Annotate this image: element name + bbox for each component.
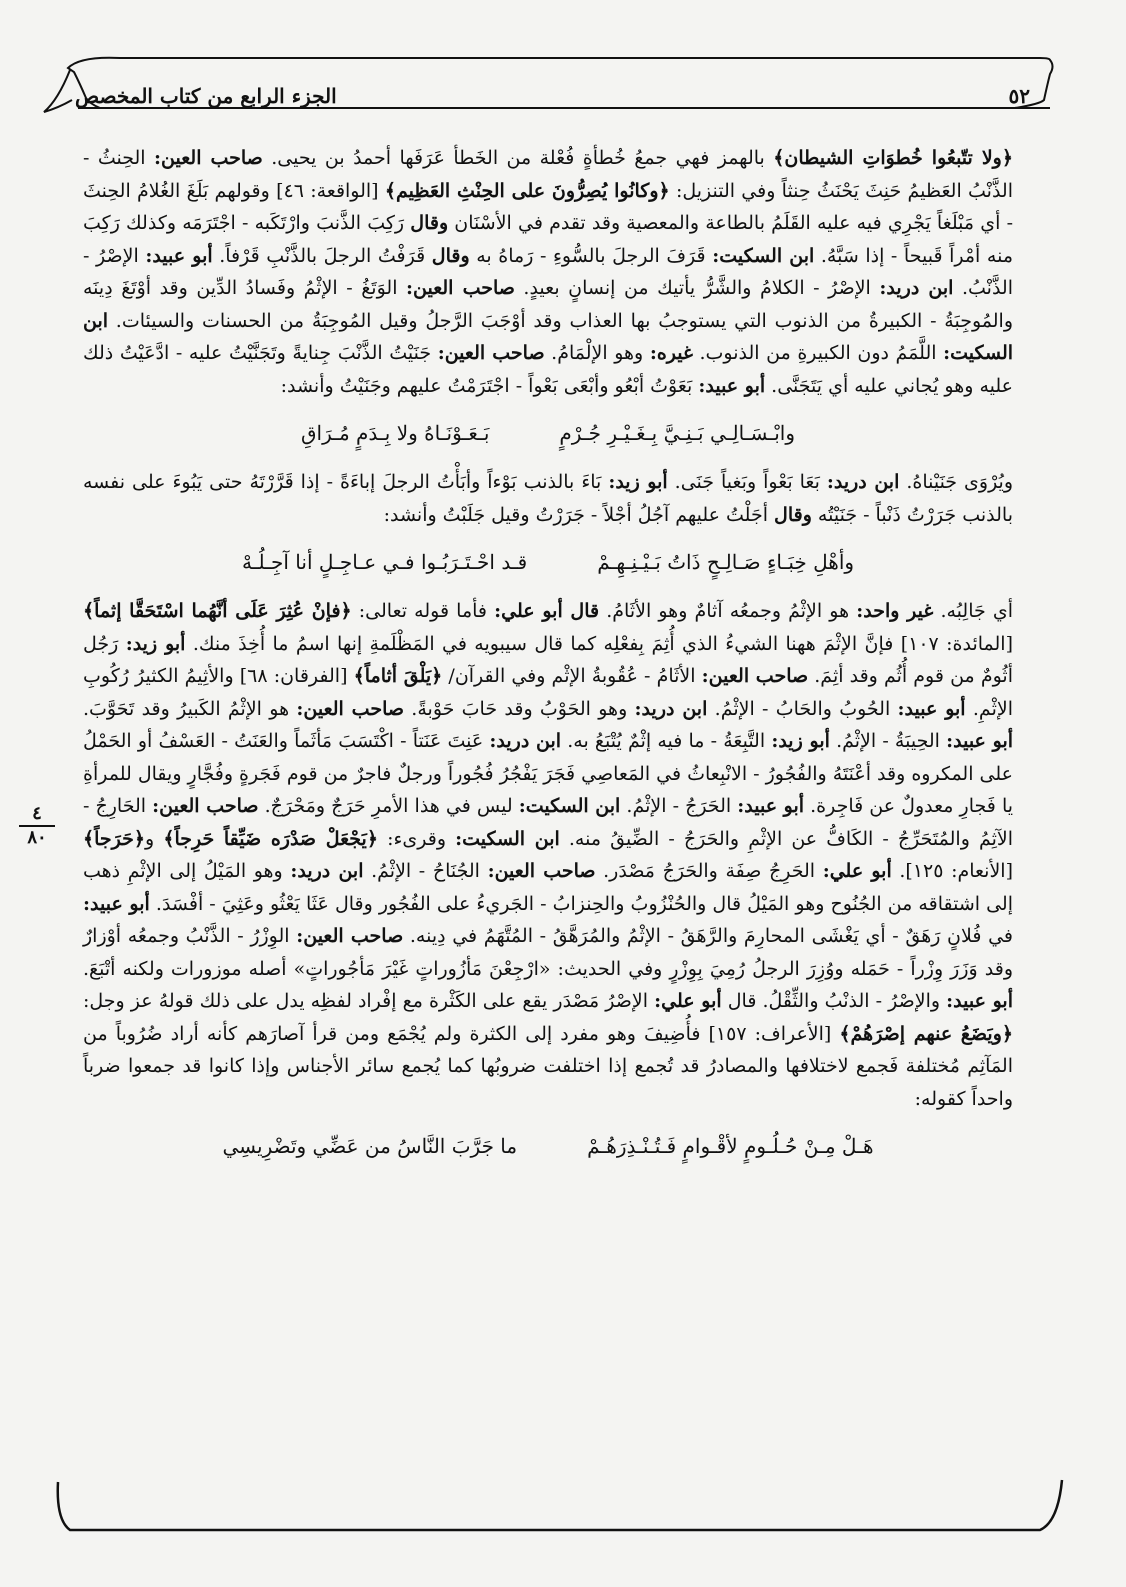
bold-citation: صاحب العين:: [406, 277, 515, 299]
verse-3-second-hemistich: ما جَرَّبَ النَّاسُ من عَضِّي وتَضْرِيسِي: [222, 1134, 518, 1158]
bold-citation: أبو زيد:: [771, 730, 830, 752]
bold-citation: ابن السكيت:: [83, 309, 1014, 364]
text-run: ويُرْوَى جَنَيْناهُ.: [899, 471, 1014, 493]
paragraph-2: [83, 466, 1013, 531]
bold-citation: ابن السكيت:: [712, 244, 815, 267]
text-run: أي جَالِبُه.: [933, 600, 1014, 622]
bold-citation: ابن دريد:: [489, 730, 562, 752]
text-run: وقرىء:: [377, 827, 456, 850]
bold-citation: أبو عبيد:: [946, 730, 1014, 752]
text-run: رَجُل أثُومٌ من قوم أُثُم وقد أثِمَ.: [83, 632, 1013, 687]
text-run: وهو المَيْلُ إلى الإثْمِ ذهب إلى اشتقاقه من الجُنُوح وهو المَيْلُ قال والحُنْزُوبُ والحِنزابُ - الجَريءُ على الفُجُور وقال عَثَا يَعْثُو وعَثِيَ - أفْسَدَ.: [83, 860, 1013, 915]
text-run: وهو الحَوْبُ وقد حَابَ حَوْبةً.: [404, 697, 635, 720]
verse-2-second-hemistich: قـد احْـتَـرَبُـوا فـي عـاجِـلٍ أنا آجِـلُـهْ: [241, 550, 528, 574]
bold-citation: ابن دريد:: [634, 697, 708, 720]
text-run: الإصْرُ مَصْدَر يقع على الكَثْرة مع إفْراد لفظِه يدل على ذلك قولهُ عز وجل:: [83, 990, 655, 1012]
text-run: عَنِتَ عَنَتاً - اكْتَسَبَ مَأثَماً والعَنَتُ - العَسْفُ أو الحَمْلُ على المكروه وقد أعْنَتَهُ والفُجُورُ - الانْبِعاثُ في المَعاصِي فَجَرَ يَفْجُرُ فُجُوراً ورجلٌ فاجرٌ من قوم فَجَرةٍ وفُجَّارٍ ويقال للمرأةِ يا فَجارِ معدولٌ عن فَاجِرة.: [83, 730, 1014, 817]
margin-note-bottom: ٨٠: [27, 827, 47, 848]
bold-citation: ابن دريد:: [879, 277, 954, 299]
bold-citation: ابن دريد:: [290, 860, 364, 882]
bold-citation: غيره:: [649, 342, 693, 364]
text-run: التَّبِعَةُ - ما فيه إثْمٌ يُتْبَعُ به.: [561, 730, 772, 752]
bold-citation: ابن دريد:: [826, 471, 900, 493]
bold-citation: أبو زيد:: [125, 632, 186, 655]
bold-citation: ﴿حَرَجاً﴾: [83, 827, 146, 850]
bold-citation: ﴿وكانُوا يُصِرُّونَ على الحِنْثِ العَظِيم﴾: [384, 179, 670, 202]
text-run: [المائدة: ١٠٧] فإنَّ الإثْمَ ههنا الشيءُ الذي أُثِمَ بِفعْلِه كما قال سيبويه في المَظْلَمةِ إنها اسمُ ما أُخِذَ منك.: [185, 632, 1014, 655]
text-run: جَنَيْتُ الذَّنْبَ جِنايةً وتَجَنَّيْتُ عليه - ادَّعَيْتُ ذلك عليه وهو يُجاني عليه أي يَتَجَنَّى.: [83, 342, 1013, 397]
text-run: الحَارِجُ - الآثِمُ والمُتَحَرِّجُ - الكَافُّ عن الإثْمِ والحَرَجُ - الضِّيقُ منه.: [83, 795, 1014, 850]
paragraph-3: [83, 595, 1013, 1115]
bold-citation: أبو عبيد:: [83, 892, 150, 915]
margin-note-top: ٤: [32, 803, 42, 824]
verse-1: [83, 418, 1013, 448]
text-run: الإصْرُ - الكلامُ والشَّرُّ يأتيك من إنسانٍ بعيدٍ.: [514, 277, 880, 299]
bold-citation: صاحب العين:: [296, 925, 404, 947]
text-run: وهو الإلْمَامُ.: [544, 342, 650, 364]
text-run: فأما قوله تعالى:: [351, 600, 495, 622]
text-run: هو الإثْمُ وجمعُه آثامٌ وهو الأثَامُ.: [599, 600, 857, 622]
text-run: والإصْرُ - الذنْبُ والثِّقْلُ. قال: [721, 990, 947, 1012]
bold-citation: أبو عبيد:: [145, 244, 213, 267]
text-run: الوَتَغُ - الإثْمُ وفَسادُ الدِّين وقد أوْتَغَ دِينَه والمُوجِبَةُ - الكبيرةُ من الذنوب التي يستوجبُ بها العذاب وقد أوْجَبَ الرَّجلُ وقيل المُوجِبَةُ من الحسنات والسيئات.: [83, 277, 1013, 332]
text-run: الحَرَجُ - الإثْمُ.: [620, 795, 738, 817]
bold-citation: غير واحد:: [856, 600, 934, 622]
bold-citation: ﴿فإنْ عُثِرَ عَلَى أنَّهُما اسْتَحَقَّا إثماً﴾: [83, 600, 352, 622]
text-run: [الأنعام: ١٢٥].: [891, 860, 1013, 882]
bold-citation: أبو عبيد:: [946, 990, 1013, 1012]
text-run: الحِنثُ - الذَّنْبُ العَظيمُ حَنِثَ يَحْنَثُ حِنثاً وفي التنزيل:: [83, 147, 1013, 202]
bold-citation: أبو علي:: [654, 990, 722, 1012]
bold-citation: وقال: [431, 244, 470, 267]
text-run: بَعَوْتُ أبْعُو وأبْعَى بَعْواً - اجْتَرَمْتُ عليهم وجَنَيْتُ وأنشد:: [280, 374, 699, 397]
bold-citation: صاحب العين:: [296, 697, 405, 720]
bold-citation: قال أبو علي:: [494, 600, 600, 622]
text-run: هو الإثْمُ الكَبيرُ وقد تَحَوَّبَ.: [83, 697, 297, 720]
text-run: قَرَفَ الرجلَ بالسُّوءِ - رَماهُ به: [469, 244, 713, 267]
verse-1-second-hemistich: بَـعَـوْنَـاهُ ولا بِـدَمٍ مُـرَاقِ: [301, 421, 490, 445]
margin-folio-note: [19, 804, 55, 848]
bold-citation: وقال: [410, 212, 449, 234]
bold-citation: أبو عبيد:: [737, 795, 805, 817]
text-run: في فُلانٍ رَهَقٌ - أي يَغْشَى المحارِمَ والرَّهَقُ - الإثْمُ والمُرَهَّقُ - المُتَّهَمُ في دِينه.: [403, 925, 1013, 947]
verse-3-first-hemistich: هَـلْ مِـنْ حُـلُـومٍ لأقْـوامٍ فَـتُـنْـذِرَهُـمْ: [587, 1134, 874, 1158]
text-run: الجُنَاحُ - الإثْمُ.: [363, 860, 488, 882]
text-run: الإصْرُ - الذَّنْبُ.: [83, 244, 1013, 299]
bold-citation: صاحب العين:: [437, 342, 545, 364]
verse-1-first-hemistich: وابْـسَـالِـي بَـنِـيَّ بِـغَـيْـرِ جُـرْمٍ: [559, 421, 796, 445]
bold-citation: أبو عبيد:: [897, 697, 966, 720]
running-header-title: الجزء الرابع من كتاب المخصص: [75, 84, 337, 108]
text-run: الحُوبُ والحَابُ - الإثْمُ.: [707, 697, 898, 720]
paragraph-1: [83, 142, 1013, 402]
text-run: الوِزْرُ - الذَّنْبُ وجمعُه أوْزارٌ وقد وَزَرَ وِزْراً - حَمَله ووُزِرَ الرجلُ رُمِيَ بِوِزْرٍ وفي الحديث: «ارْجِعْنَ مَأزُوراتٍ غَيْرَ مَأجُوراتٍ» أصله موزورات ولكنه أتْبَعَ.: [83, 925, 1013, 980]
text-run: [الواقعة: ٤٦] وقولهم بَلَغَ الغُلامُ الحِنثَ - أي مَبْلَغاً يَجْرِي فيه عليه القَلَمُ بالطاعة والمعصية وقد تقدم في الأسْنَان: [83, 179, 1013, 234]
bold-citation: ﴿ولا تتّبعُوا خُطوَاتِ الشيطان﴾: [773, 147, 1013, 169]
text-run: [الفرقان: ٦٨] والأثِيمُ الكثيرُ رُكُوبِ الإثْمِ.: [83, 665, 1013, 720]
bold-citation: صاحب العين:: [154, 147, 263, 169]
text-run: الحِيبَةُ - الإثْمُ.: [829, 730, 947, 752]
bold-citation: أبو زيد:: [608, 471, 668, 493]
main-text: [83, 142, 1013, 1179]
text-run: أجَلْتُ عليهم آجُلُ أجْلاً - جَرَرْتُ وقيل جَلَبْتُ وأنشد:: [383, 503, 775, 526]
bold-citation: صاحب العين:: [487, 860, 596, 882]
text-run: بَعَا بَعْواً وبَغياً جَنَى.: [667, 471, 827, 493]
bold-citation: ﴿يَجْعَلْ صَدْرَه ضَيِّقاً حَرِجاً﴾: [163, 827, 378, 850]
text-run: الحَرِجُ صِفَة والحَرَجُ مَصْدَر.: [595, 860, 823, 882]
bold-citation: صاحب العين:: [701, 665, 809, 687]
text-run: رَكِبَ الذَّنبَ وارْتَكَبه - اجْتَرَمَه وكذلك رَكِبَ منه أمْراً قَبيحاً - إذا سَبَّهُ.: [83, 212, 1013, 267]
verse-2-first-hemistich: وأهْلِ خِبَـاءٍ صَـالِـحٍ ذَاتُ بَـيْـنِـهِـمْ: [597, 550, 855, 574]
bold-citation: ابن السكيت:: [455, 827, 560, 850]
bold-citation: أبو علي:: [822, 860, 892, 882]
bold-citation: صاحب العين:: [152, 795, 259, 817]
text-run: [الأعراف: ١٥٧] فأُضِيفَ وهو مفرد إلى الكثرة ولم يُجْمَع ومن قرأ آصارَهم كأنه أراد ضُرُوباً من المَآثِم مُختلفة فَجمع لاختلافها والمصادرُ قد تُجمع إذا اختلفت ضروبُها كما يُجمع سائر الأجناس وإذا كانوا قد جمعوا ضرباً واحداً كقوله:: [83, 1022, 1013, 1110]
text-run: بَاءَ بالذنب بَوْءاً وأبَأْتُ الرجلَ إباءَةً - إذا قَرَّرْتَهُ حتى يَبُوءَ على نفسه بالذنب جَرَرْتُ ذَنْباً - جَنَيْتُه: [83, 471, 1013, 526]
verse-2: [83, 547, 1013, 577]
text-run: بالهمز فهي جمعُ خُطأةٍ فُعْلة من الخَطأ عَرَفَها أحمدُ بن يحيى.: [262, 147, 774, 169]
bold-citation: ابن السكيت:: [518, 795, 621, 817]
verse-3: [83, 1131, 1013, 1161]
text-run: ليس في هذا الأمرِ حَرَجٌ ومَحْرَجٌ.: [258, 795, 519, 817]
text-run: و: [145, 827, 164, 850]
bold-citation: ﴿ويَضَعُ عنهم إصْرَهُمْ﴾: [839, 1022, 1013, 1045]
page-number: ٥٢: [1008, 84, 1030, 108]
text-run: قَرَفْتُ الرجلَ بالذَّنْبِ قَرْفاً.: [212, 244, 432, 267]
bold-citation: أبو عبيد:: [698, 374, 766, 397]
bold-citation: وقال: [774, 503, 812, 526]
text-run: الأثَامُ - عُقُوبةُ الإثْم وفي القرآن/: [442, 665, 702, 687]
bold-citation: ﴿يَلْقَ أثاماً﴾: [353, 665, 443, 687]
text-run: اللَّمَمُ دون الكبيرةِ من الذنوب.: [692, 342, 944, 364]
